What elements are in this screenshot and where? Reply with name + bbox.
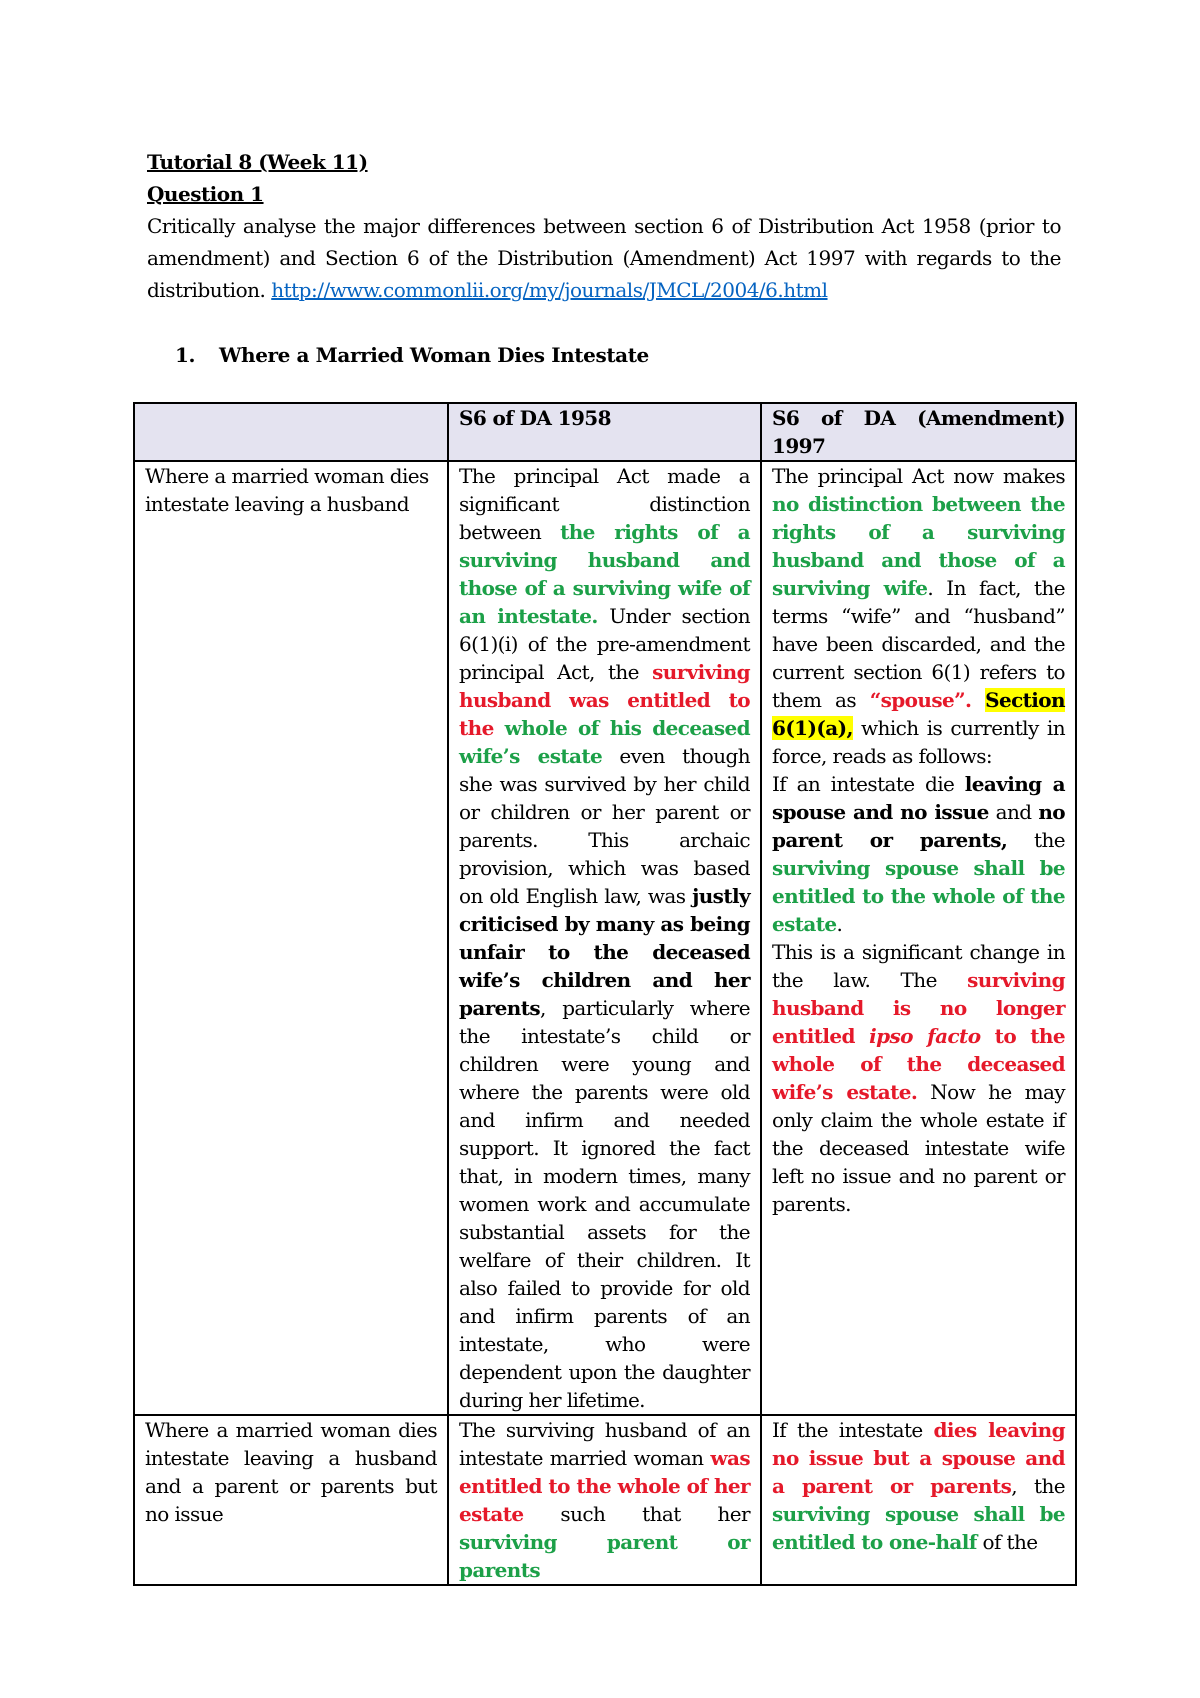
text-run: Now he may only claim the whole estate if the deceased intestate wife left no issue and no parent or parents. (772, 1080, 1065, 1216)
situation-cell: Where a married woman dies intestate leaving a husband and a parent or parents but no issue (134, 1415, 448, 1585)
red-italic-emphasis: ipso facto (869, 1024, 981, 1048)
red-emphasis: to the whole of the deceased wife’s estate. (772, 1024, 1065, 1104)
situation-cell: Where a married woman dies intestate leaving a husband (134, 461, 448, 1415)
red-emphasis: was entitled to the whole of her estate (459, 1446, 750, 1526)
text-run: , particularly where the intestate’s child or children were young and where the parents were old and infirm and needed support. It ignored the fact that, in modern times, many women work and accumulate substantial assets for the welfare of their children. It also failed to provide for old and infirm parents of an intestate, who were dependent upon the daughter during her lifetime. (459, 996, 750, 1412)
paragraph (772, 770, 1065, 938)
old-act-cell (448, 1415, 761, 1585)
header-cell-old-act: S6 of DA 1958 (448, 403, 761, 461)
green-emphasis: surviving spouse shall be entitled to the whole of the estate (772, 856, 1065, 936)
question-text (147, 210, 1061, 306)
text-run: such that her (523, 1502, 750, 1526)
text-run: even though she was survived by her child or children or her parent or parents. This archaic provision, which was based on old English law, was (459, 744, 750, 908)
text-run: This is a significant change in the law. The (772, 940, 1065, 992)
text-run: The surviving husband of an intestate married woman (459, 1418, 750, 1470)
text-run: The principal Act now makes (772, 464, 1065, 488)
header-cell-new-act: S6 of DA (Amendment) 1997 (761, 403, 1076, 461)
text-run: , the (1011, 1474, 1065, 1498)
section-number: 1. (175, 343, 196, 367)
text-run: which is currently in force, reads as follows: (772, 716, 1065, 768)
table-header-row (134, 403, 1076, 461)
text-run: and (988, 800, 1039, 824)
green-emphasis: the rights of a surviving husband and those of a surviving wife of an intestate. (459, 520, 750, 628)
text-run: The principal Act made a significant distinction between (459, 464, 750, 544)
intro-block (147, 146, 1061, 306)
reference-link[interactable]: http://www.commonlii.org/my/journals/JMCL/2004/6.html (271, 278, 828, 302)
comparison-table (133, 402, 1077, 1586)
green-emphasis: whole of his deceased wife’s estate (459, 716, 750, 768)
text-run: . (836, 912, 843, 936)
old-act-cell (448, 461, 761, 1415)
table-row (134, 461, 1076, 1415)
text-run: . In fact, the terms “wife” and “husband” have been discarded, and the current section 6(1) refers to them as (772, 576, 1065, 712)
highlighted-section-ref: Section 6(1)(a), (772, 688, 1065, 740)
new-act-cell (761, 461, 1076, 1415)
green-emphasis: surviving spouse shall be entitled to one-half (772, 1502, 1065, 1554)
header-cell-empty (134, 403, 448, 461)
text-run: the (1007, 828, 1065, 852)
green-emphasis: no distinction between the rights of a surviving husband and those of a surviving wife (772, 492, 1065, 600)
section-title: Where a Married Woman Dies Intestate (219, 343, 649, 367)
paragraph (772, 462, 1065, 770)
text-run: If the intestate (772, 1418, 934, 1442)
question-body: Critically analyse the major differences between section 6 of Distribution Act 1958 (prior to amendment) and Section 6 of the Distribution (Amendment) Act 1997 with regards to the distribution. (147, 214, 1061, 302)
document-title: Tutorial 8 (Week 11) (147, 150, 368, 174)
red-emphasis: dies leaving no issue but a spouse and a parent or parents (772, 1418, 1065, 1498)
red-emphasis: surviving husband is no longer entitled (772, 968, 1065, 1048)
red-emphasis: “spouse”. (869, 688, 972, 712)
green-emphasis: surviving parent or parents (459, 1530, 750, 1582)
red-emphasis: surviving husband was entitled to the (459, 660, 750, 740)
text-run: If an intestate die (772, 772, 965, 796)
table-row (134, 1415, 1076, 1585)
bold-emphasis: leaving a spouse and no issue (772, 772, 1065, 824)
section-heading (175, 339, 649, 371)
text-run: Under section 6(1)(i) of the pre-amendment principal Act, the (459, 604, 750, 684)
text-run: of the (976, 1530, 1038, 1554)
paragraph (772, 938, 1065, 1218)
text-run (971, 688, 985, 712)
bold-emphasis: justly criticised by many as being unfair to the deceased wife’s children and her parents (459, 884, 750, 1020)
question-heading: Question 1 (147, 182, 264, 206)
new-act-cell (761, 1415, 1076, 1585)
bold-emphasis: no parent or parents, (772, 800, 1065, 852)
